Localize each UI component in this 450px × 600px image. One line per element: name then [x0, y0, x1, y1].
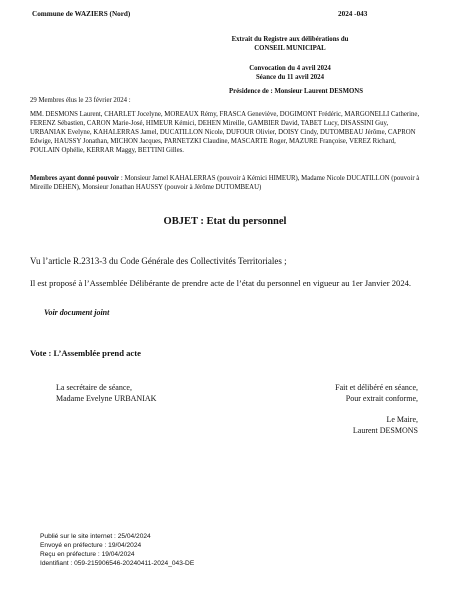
register-line-2: CONSEIL MUNICIPAL: [254, 45, 326, 52]
sent-prefecture-date: Envoyé en préfecture : 19/04/2024: [40, 542, 142, 549]
session-date: Séance du 11 avril 2024: [256, 74, 324, 81]
deliberation-reference: 2024 -043: [338, 10, 368, 18]
members-elected: 29 Membres élus le 23 février 2024 :: [30, 97, 131, 104]
received-prefecture-date: Reçu en préfecture : 19/04/2024: [40, 551, 135, 558]
convocation-date: Convocation du 4 avril 2024: [249, 65, 331, 72]
objet-title: OBJET : Etat du personnel: [163, 216, 287, 227]
convocation-block: [232, 64, 348, 82]
secretary-name: Madame Evelyne URBANIAK: [56, 394, 157, 403]
commune-header: Commune de WAZIERS (Nord): [32, 10, 131, 18]
transmission-stamp: [40, 532, 194, 568]
secretary-signature: [56, 382, 156, 404]
attached-document-note: Voir document joint: [44, 308, 110, 317]
mayor-title: Le Maire,: [386, 415, 418, 424]
act-identifier: Identifiant : 059-215906546-20240411-2024_043-DE: [40, 560, 195, 567]
certification-block: [300, 382, 418, 404]
register-heading: [230, 35, 350, 53]
certification-line-2: Pour extrait conforme,: [345, 394, 418, 403]
vote-result: Vote : L’Assemblée prend acte: [30, 348, 141, 358]
proxy-members: [30, 174, 422, 192]
proxy-label: Membres ayant donné pouvoir: [30, 175, 120, 182]
proxy-text: : Monsieur Jamel KAHALERRAS (pouvoir à Kémici HIMEUR), Madame Nicole DUCATILLON (pouvoir à Mireille DEHEN), Monsieur Jonathan HAUSSY (pouvoir à Jérôme DUTOMBEAU): [30, 175, 420, 191]
published-date: Publié sur le site internet : 25/04/2024: [40, 533, 151, 540]
proposal-text: Il est proposé à l’Assemblée Délibérante de prendre acte de l’état du personnel en vigueur au 1er Janvier 2024.: [30, 278, 412, 288]
certification-line-1: Fait et délibéré en séance,: [335, 383, 418, 392]
mayor-signature: [300, 414, 418, 436]
mayor-name: Laurent DESMONS: [352, 426, 418, 435]
members-present-list: MM. DESMONS Laurent, CHARLET Jocelyne, MOREAUX Rémy, FRASCA Geneviève, DOGIMONT Frédéric, MARGONELLI Catherine, FERENZ Sébastien, CARON Marie-José, HIMEUR Kémici, DEHEN Mireille, GAMBIER David, TABET Lucy, DISASSINI Guy, URBANIAK Evelyne, KAHALERRAS Jamel, DUCATILLON Nicole, DUFOUR Olivier, DOISY Cindy, DUTOMBEAU Jérôme, CAPRON Edwige, HAUSSY Jonathan, MICHON Jacques, PARNETZKI Claudine, MASCARTE Roger, MAZURE Françoise, VEREZ Richard, POULAIN Ophélie, KERRAR Maggy, BETTINI Gilles.: [30, 111, 420, 154]
secretary-title: La secrétaire de séance,: [56, 383, 132, 392]
register-line-1: Extrait du Registre aux délibérations du: [231, 36, 349, 43]
presidence-line: Présidence de : Monsieur Laurent DESMONS: [229, 88, 363, 95]
legal-reference: Vu l’article R.2313-3 du Code Générale des Collectivités Territoriales ;: [30, 256, 287, 266]
